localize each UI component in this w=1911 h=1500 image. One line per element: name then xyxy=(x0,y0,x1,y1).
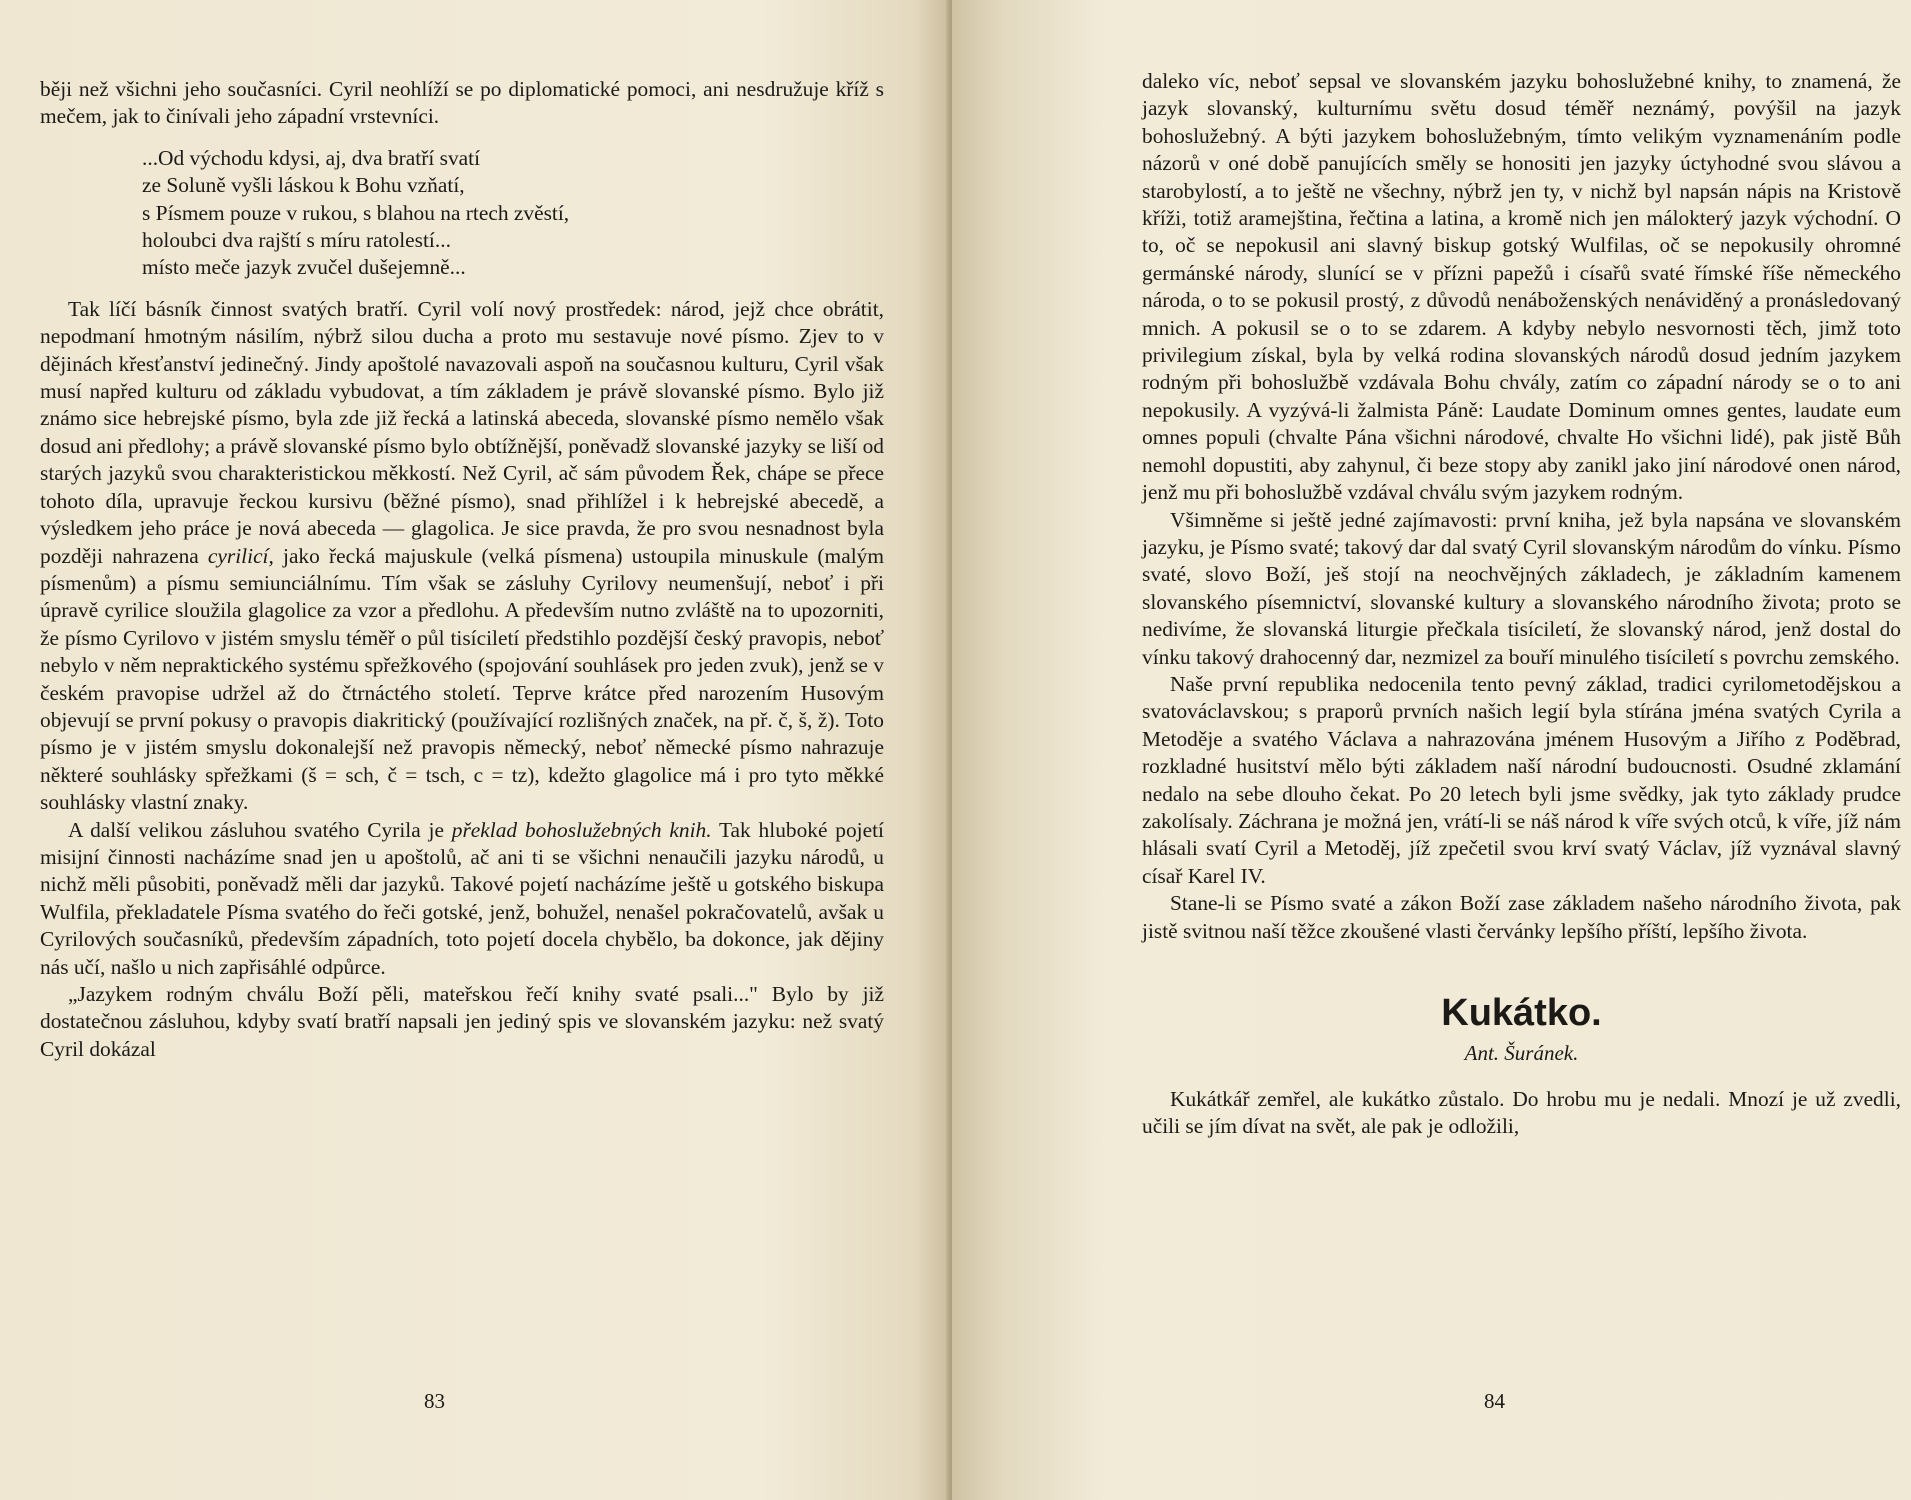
left-paragraph-quote: „Jazykem rodným chválu Boží pěli, mateřskou řečí knihy svaté psali..." Bylo by již dostatečnou zásluhou, kdyby svatí bratří napsali jen jediný spis ve slovanském jazyku: než svatý Cyril dokázal xyxy=(40,982,884,1061)
right-paragraph-kukatko: Kukátkář zemřel, ale kukátko zůstalo. Do hrobu mu je nedali. Mnozí je už zvedli, učili se jím dívat na svět, ale pak je odložili, xyxy=(1142,1087,1901,1139)
page-number-left: 83 xyxy=(424,1389,445,1413)
paragraph-text: Tak hluboké pojetí misijní činnosti nacházíme snad jen u apoštolů, ač ani ti se všichni nenaučili jazyku národů, u nichž měli působiti, poněvadž měli dar jazyků. Takové pojetí nacházíme ještě u gotského biskupa Wulfila, překladatele Písma svatého do řeči gotské, jenž, bohužel, nenašel pokračovatelů, avšak u Cyrilových současníků, především západních, toto pojetí docela chybělo, ba dokonce, jak dějiny nás učí, našlo u nich zapřisáhlé odpůrce. xyxy=(40,817,884,979)
right-paragraph-republic: Naše první republika nedocenila tento pevný základ, tradici cyrilometodějskou a svatováclavskou; s praporů prvních našich legií byla stírána jména svatých Cyrila a Metoděje a svatého Václava a nahrazována jménem Husovým a Jiřího z Poděbrad, rozkladné husitství mělo býti základem naší národní budoucnosti. Osudné zklamání nedalo na sebe dlouho čekat. Po 20 letech byli jsme svědky, jak tyto základy prudce zakolísaly. Záchrana je možná jen, vrátí-li se náš národ k víře svých otců, k víře, jíž nám hlásali svatí Cyril a Metoděj, jíž zpečetil svou krví svatý Václav, jíž vyznával slavný císař Karel IV. xyxy=(1142,671,1901,888)
left-paragraph-script xyxy=(40,296,884,817)
right-paragraph-continuation: daleko víc, neboť sepsal ve slovanském jazyku bohoslužebné knihy, to znamená, že jazyk slovanský, kulturnímu světu dosud téměř neznámý, povýšil na jazyk bohoslužebný. A býti jazykem bohoslužebným, tímto velikým vyznamenáním podle názorů v oné době panujících směly se honositi jen jazyky úctyhodné svou slávou a starobylostí, a to ještě ne všechny, nýbrž jen ty, v nichž byl napsán nápis na Kristově kříži, totiž aramejština, řečtina a latina, a kromě nich jen málokterý jazyk východní. O to, oč se nepokusil ani slavný biskup gotský Wulfilas, oč se nepokusily ohromné germánské národy, slunící se v přízni papežů i císařů svaté římské říše německého národa, o to se pokusil prostý, z důvodů nenáboženských nenáviděný a pronásledovaný mnich. A pokusil se o to se zdarem. A kdyby nebylo nesvornosti těch, jimž toto privilegium získal, byla by velká rodina slovanských národů dosud jedním jazykem rodným při bohoslužbě vzdávala Bohu chvály, zatím co západní národy se o to ani nepokusily. A vyzývá-li žalmista Páně: Laudate Dominum omnes gentes, laudate eum omnes populi (chvalte Pána všichni národové, chvalte Ho všichni lidé), pak jistě Bůh nemohl dopustiti, aby zahynul, či beze stopy aby zanikl jako jiní národové onen národ, jenž mu při bohoslužbě vzdával chválu svým jazykem rodným. xyxy=(1142,69,1901,505)
right-paragraph-scripture: Všimněme si ještě jedné zajímavosti: první kniha, jež byla napsána ve slovanském jazyku, je Písmo svaté; takový dar dal svatý Cyril slovanským národům do vínku. Písmo svaté, slovo Boží, ješ stojí na neochvějných základech, je základním kamenem slovanského písemnictví, slovanské kultury a slovanského národního života; proto se nedivíme, že slovanská liturgie přečkala tisíciletí, že slovanský národ, jenž dostal do vínku takový drahocenný dar, nezmizel za bouří minulého tisíciletí s povrchu zemského. xyxy=(1142,507,1901,669)
right-page xyxy=(952,0,1911,1500)
section-author: Ant. Šuránek. xyxy=(1464,1041,1579,1065)
page-number-right: 84 xyxy=(1484,1389,1505,1413)
left-page xyxy=(0,0,952,1500)
paragraph-text: jako řecká majuskule (velká písmena) ustoupila minuskule (malým písmenům) a písmu semiunciálnímu. Tím však se zásluhy Cyrilovy neumenšují, neboť i při úpravě cyrilice sloužila glagolice za vzor a předlohu. A především nutno zvláště na to upozorniti, že písmo Cyrilovo v jistém smyslu téměř o půl tisíciletí předstihlo pozdější český pravopis, neboť nebylo v něm nepraktického systému spřežkového (spojování souhlásek pro jeden zvuk), jenž se v českém pravopise udržel až do čtrnáctého století. Teprve krátce před narozením Husovým objevují se první pokusy o pravopis diakritický (používající rozlišných značek, na př. č, š, ž). Toto písmo je v jistém smyslu dokonalejší než pravopis německý, neboť německé písmo nahrazuje některé souhlásky spřežkami (š = sch, č = tsch, c = tz), kdežto glagolice má i pro tyto měkké souhlásky vlastní znaky. xyxy=(40,543,884,815)
left-paragraph-translation xyxy=(40,817,884,981)
emphasis-text: překlad bohoslužebných knih. xyxy=(451,817,712,842)
section-heading: Kukátko. xyxy=(1441,992,1602,1034)
poem-quote xyxy=(142,145,884,282)
left-intro-paragraph: běji než všichni jeho současníci. Cyril neohlíží se po diplomatické pomoci, ani nesdružuje kříž s mečem, jak to činívali jeho západní vrstevníci. xyxy=(40,77,884,129)
right-paragraph-closing: Stane-li se Písmo svaté a zákon Boží zase základem našeho národního života, pak jistě svitnou naší těžce zkoušené vlasti červánky lepšího příští, lepšího života. xyxy=(1142,891,1901,943)
poem-line: místo meče jazyk zvučel dušejemně... xyxy=(142,255,466,280)
poem-line: s Písmem pouze v rukou, s blahou na rtech zvěstí, xyxy=(142,200,570,225)
poem-line: ...Od východu kdysi, aj, dva bratří svatí xyxy=(142,145,481,170)
paragraph-text: Tak líčí básník činnost svatých bratří. Cyril volí nový prostředek: národ, jejž chce obrátit, nepodmaní hmotným násilím, nýbrž silou ducha a proto mu sestavuje nové písmo. Zjev to v dějinách křesťanství jedinečný. Jindy apoštolé navazovali aspoň na současnou kulturu, Cyril však musí napřed kulturu od základu vybudovat, a tím základem je právě slovanské písmo. Bylo již známo sice hebrejské písmo, byla zde již řecká a latinská abeceda, slovanské písmo nemělo však dosud ani předlohy; a právě slovanské písmo bylo obtížnější, poněvadž slovanské jazyky se liší od starých jazyků svou charakteristickou měkkostí. Než Cyril, ač sám původem Řek, chápe se přece tohoto díla, upravuje řeckou kursivu (běžné písmo), snad přihlížel i k hebrejské abecedě, a výsledkem jeho práce je nová abeceda — glagolica. Je sice pravda, že pro svou nesnadnost byla později nahrazena xyxy=(40,296,884,568)
poem-line: ze Soluně vyšli láskou k Bohu vzňatí, xyxy=(142,173,465,198)
emphasis-text: cyrilicí, xyxy=(207,543,274,568)
poem-line: holoubci dva rajští s míru ratolestí... xyxy=(142,228,451,253)
paragraph-text: A další velikou zásluhou svatého Cyrila je xyxy=(68,817,452,842)
